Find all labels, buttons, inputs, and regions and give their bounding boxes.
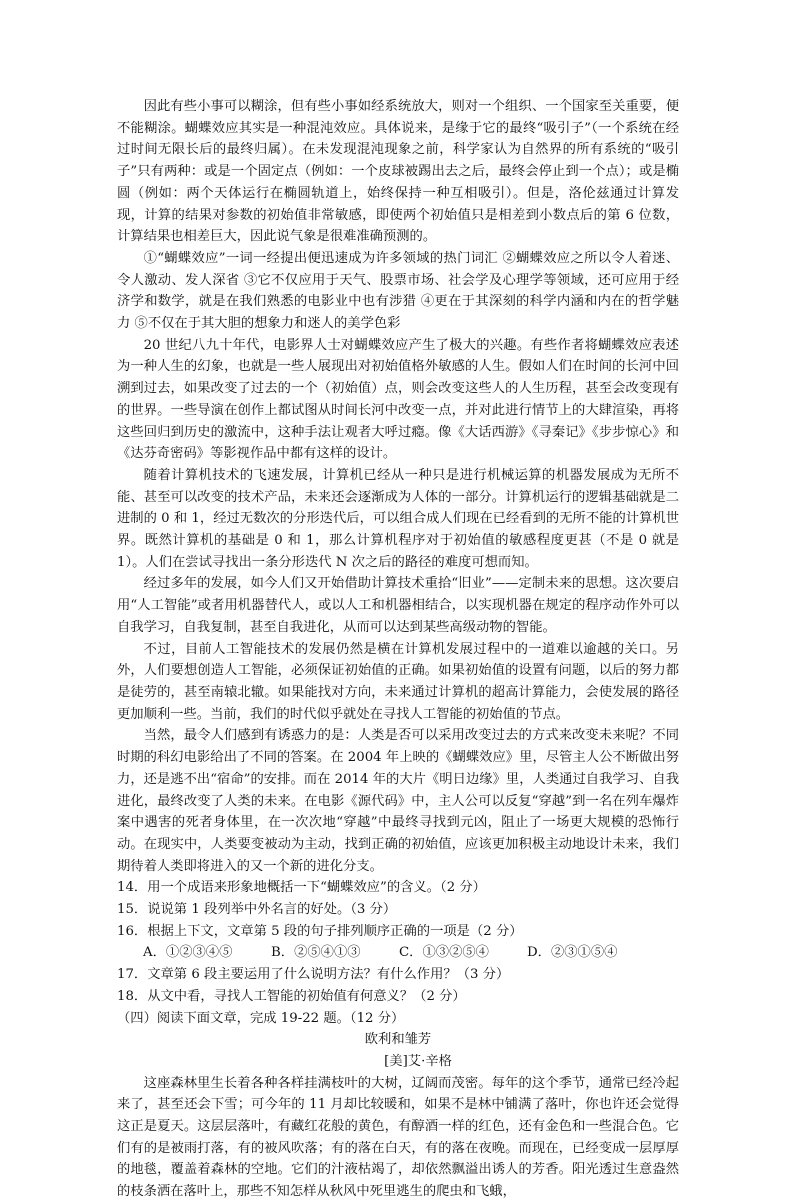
option-c: C．①③②⑤④ <box>399 945 489 961</box>
article-paragraph-1: 这座森林里生长着各种各样挂满枝叶的大树，辽阔而茂密。每年的这个季节，通常已经冷起来了，甚至还会下雪；可今年的 11 月却比较暖和，如果不是林中铺满了落叶，你也许还会觉得这正是夏天。这层层落叶，有藏红花般的黄色，有醇酒一样的红色，还有金色和一些混合色。它们有的是被雨打落，有的被风吹落；有的落在白天，有的落在夜晚。而现在，已经变成一层厚厚的地毯，覆盖着森林的空地。它们的汁液枯竭了，却依然飘溢出诱人的芳香。阳光透过生意盎然的枝条洒在落叶上，那些不知怎样从秋风中死里逃生的爬虫和飞蛾， <box>117 1075 679 1200</box>
question-16-options <box>117 942 679 964</box>
paragraph-4: 随着计算机技术的飞速发展，计算机已经从一种只是进行机械运算的机器发展成为无所不能、甚至可以改变的技术产品，未来还会逐渐成为人体的一部分。计算机运行的逻辑基础就是二进制的 0 和 1，经过无数次的分形迭代后，可以组合成人们现在已经看到的无所不能的计算机世界。既然计算机的基础是 0 和 1，那么计算机程序对于初始值的敏感程度更甚（不是 0 就是 1）。人们在尝试寻找出一条分形迭代 N 次之后的路径的难度可想而知。 <box>117 467 679 570</box>
paragraph-1: 因此有些小事可以糊涂，但有些小事如经系统放大，则对一个组织、一个国家至关重要，便不能糊涂。蝴蝶效应其实是一种混沌效应。具体说来，是缘于它的最终“吸引子”（一个系统在经过时间无限长后的最终归属）。在未发现混沌现象之前，科学家认为自然界的所有系统的“吸引子”只有两种：或是一个固定点（例如：一个皮球被踢出去之后，最终会停止到一个点）；或是椭圆（例如：两个天体运行在椭圆轨道上，始终保持一种互相吸引）。但是，洛伦兹通过计算发现，计算的结果对参数的初始值非常敏感，即使两个初始值只是相差到小数点后的第 6 位数，计算结果也相差巨大，因此说气象是很难准确预测的。 <box>117 99 679 245</box>
article-title: 欧利和雏芳 <box>364 1032 432 1048</box>
section-4-heading: （四）阅读下面文章，完成 19-22 题。（12 分） <box>117 1010 405 1026</box>
paragraph-2-sentences: ①“蝴蝶效应”一词一经提出便迅速成为许多领域的热门词汇 ②蝴蝶效应之所以令人着迷、令人激动、发人深省 ③它不仅应用于天气、股票市场、社会学及心理学等领域，还可应用于经济学和数学，就是在我们熟悉的电影业中也有涉猎 ④更在于其深刻的科学内涵和内在的哲学魅力 ⑤不仅在于其大胆的想象力和迷人的美学色彩 <box>117 250 679 332</box>
question-17: 17．文章第 6 段主要运用了什么说明方法？有什么作用？（3 分） <box>117 967 510 983</box>
article-author: [美]艾·辛格 <box>384 1053 452 1069</box>
question-14: 14．用一个成语来形象地概括一下“蝴蝶效应”的含义。（2 分） <box>117 880 486 896</box>
document-page <box>117 96 679 1203</box>
paragraph-6: 不过，目前人工智能技术的发展仍然是横在计算机发展过程中的一道难以逾越的关口。另外，人们要想创造人工智能，必须保证初始值的正确。如果初始值的设置有问题，以后的努力都是徒劳的，甚至南辕北辙。如果能找对方向，未来通过计算机的超高计算能力，会使发展的路径更加顺利一些。当前，我们的时代似乎就处在寻找人工智能的初始值的节点。 <box>117 641 679 722</box>
paragraph-5: 经过多年的发展，如今人们又开始借助计算技术重拾“旧业”——定制未来的思想。这次要启用“人工智能”或者用机器替代人，或以人工和机器相结合，以实现机器在规定的程序动作外可以自我学习，自我复制，甚至自我进化，从而可以达到某些高级动物的智能。 <box>117 576 679 635</box>
question-18: 18．从文中看，寻找人工智能的初始值有何意义？（2 分） <box>117 988 466 1004</box>
option-d: D．②③①⑤④ <box>527 945 618 961</box>
option-b: B．②⑤④①③ <box>271 945 361 961</box>
question-15: 15．说说第 1 段列举中外名言的好处。（3 分） <box>117 902 397 918</box>
paragraph-3: 20 世纪八九十年代，电影界人士对蝴蝶效应产生了极大的兴趣。有些作者将蝴蝶效应表述为一种人生的幻象，也就是一些人展现出对初始值格外敏感的人生。假如人们在时间的长河中回溯到过去，如果改变了过去的一个（初始值）点，则会改变这些人的人生历程，甚至会改变现有的世界。一些导演在创作上都试图从时间长河中改变一点，并对此进行情节上的大肆渲染，再将这些回归到历史的激流中，这种手法让观者大呼过瘾。像《大话西游》《寻秦记》《步步惊心》和《达芬奇密码》等影视作品中都有这样的设计。 <box>117 337 679 462</box>
paragraph-7: 当然，最令人们感到有诱惑力的是：人类是否可以采用改变过去的方式来改变未来呢？不同时期的科幻电影给出了不同的答案。在 2004 年上映的《蝴蝶效应》里，尽管主人公不断做出努力，还是逃不出“宿命”的安排。而在 2014 年的大片《明日边缘》里，人类通过自我学习、自我进化，最终改变了人类的未来。在电影《源代码》中，主人公可以反复“穿越”到一名在列车爆炸案中遇害的死者身体里，在一次次地“穿越”中最终寻找到元凶，阻止了一场更大规模的恐怖行动。在现实中，人类要变被动为主动，找到正确的初始值，应该更加积极主动地设计未来，我们期待着人类即将进入的又一个新的进化分支。 <box>117 728 679 874</box>
option-a: A．①②③④⑤ <box>143 945 233 961</box>
question-16: 16．根据上下文，文章第 5 段的句子排列顺序正确的一项是（2 分） <box>117 923 523 939</box>
